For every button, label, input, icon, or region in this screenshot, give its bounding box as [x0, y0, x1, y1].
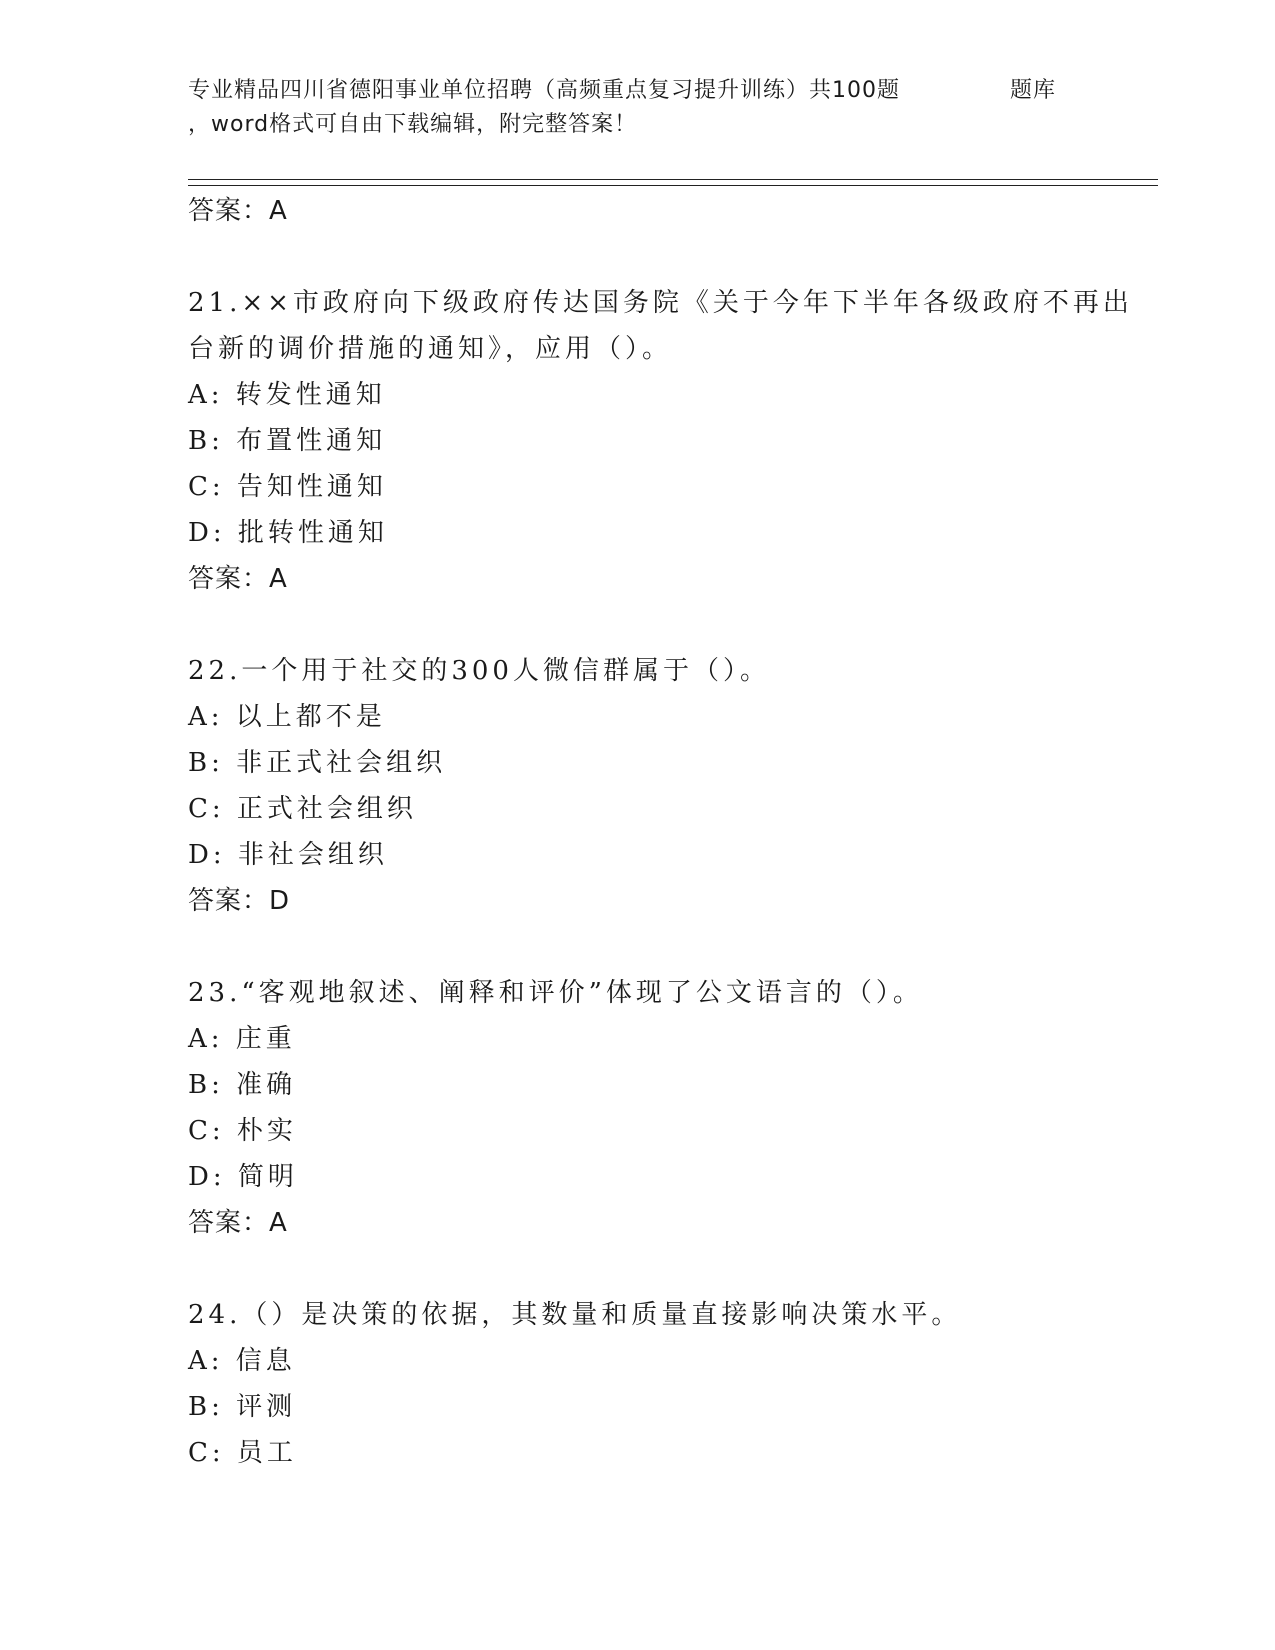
header-subtitle: ，word格式可自由下载编辑，附完整答案！: [188, 112, 638, 137]
option-c: C: 员工: [188, 1438, 297, 1468]
question-text: 24.（）是决策的依据，其数量和质量直接影响决策水平。: [188, 1300, 962, 1330]
option-b: B: 布置性通知: [188, 426, 387, 456]
option-a: A: 转发性通知: [188, 380, 386, 410]
header-line-1: [188, 74, 1088, 108]
answer: 答案：A: [188, 1208, 288, 1238]
previous-answer: 答案：A: [188, 196, 288, 226]
spacer: [188, 924, 1148, 970]
question-text: 22.一个用于社交的300人微信群属于（）。: [188, 656, 770, 686]
option-c: C: 朴实: [188, 1116, 297, 1146]
header-rule-top: [188, 179, 1158, 180]
option-d: D: 批转性通知: [188, 518, 388, 548]
question-text: 21.××市政府向下级政府传达国务院《关于今年下半年各级政府不再出台新的调价措施的通知》，应用（）。: [188, 288, 1133, 364]
question-22: [188, 648, 1148, 924]
option-d: D: 简明: [188, 1162, 298, 1192]
question-list: [188, 188, 1148, 1476]
answer: 答案：A: [188, 564, 288, 594]
header-title: 专业精品四川省德阳事业单位招聘（高频重点复习提升训练）共100题: [188, 78, 900, 103]
spacer: [188, 602, 1148, 648]
spacer: [188, 234, 1148, 280]
option-b: B: 准确: [188, 1070, 297, 1100]
answer: 答案：D: [188, 886, 291, 916]
option-b: B: 评测: [188, 1392, 297, 1422]
option-c: C: 正式社会组织: [188, 794, 417, 824]
question-text: 23.“客观地叙述、阐释和评价”体现了公文语言的（）。: [188, 978, 923, 1008]
option-c: C: 告知性通知: [188, 472, 387, 502]
option-a: A: 以上都不是: [188, 702, 386, 732]
option-d: D: 非社会组织: [188, 840, 388, 870]
header-rule-bottom: [188, 185, 1158, 186]
question-21: [188, 280, 1148, 602]
option-a: A: 信息: [188, 1346, 296, 1376]
option-a: A: 庄重: [188, 1024, 296, 1054]
spacer: [188, 1246, 1148, 1292]
page-header: [188, 74, 1088, 142]
question-23: [188, 970, 1148, 1246]
header-label: 题库: [1009, 78, 1056, 103]
option-b: B: 非正式社会组织: [188, 748, 447, 778]
question-24: [188, 1292, 1148, 1476]
